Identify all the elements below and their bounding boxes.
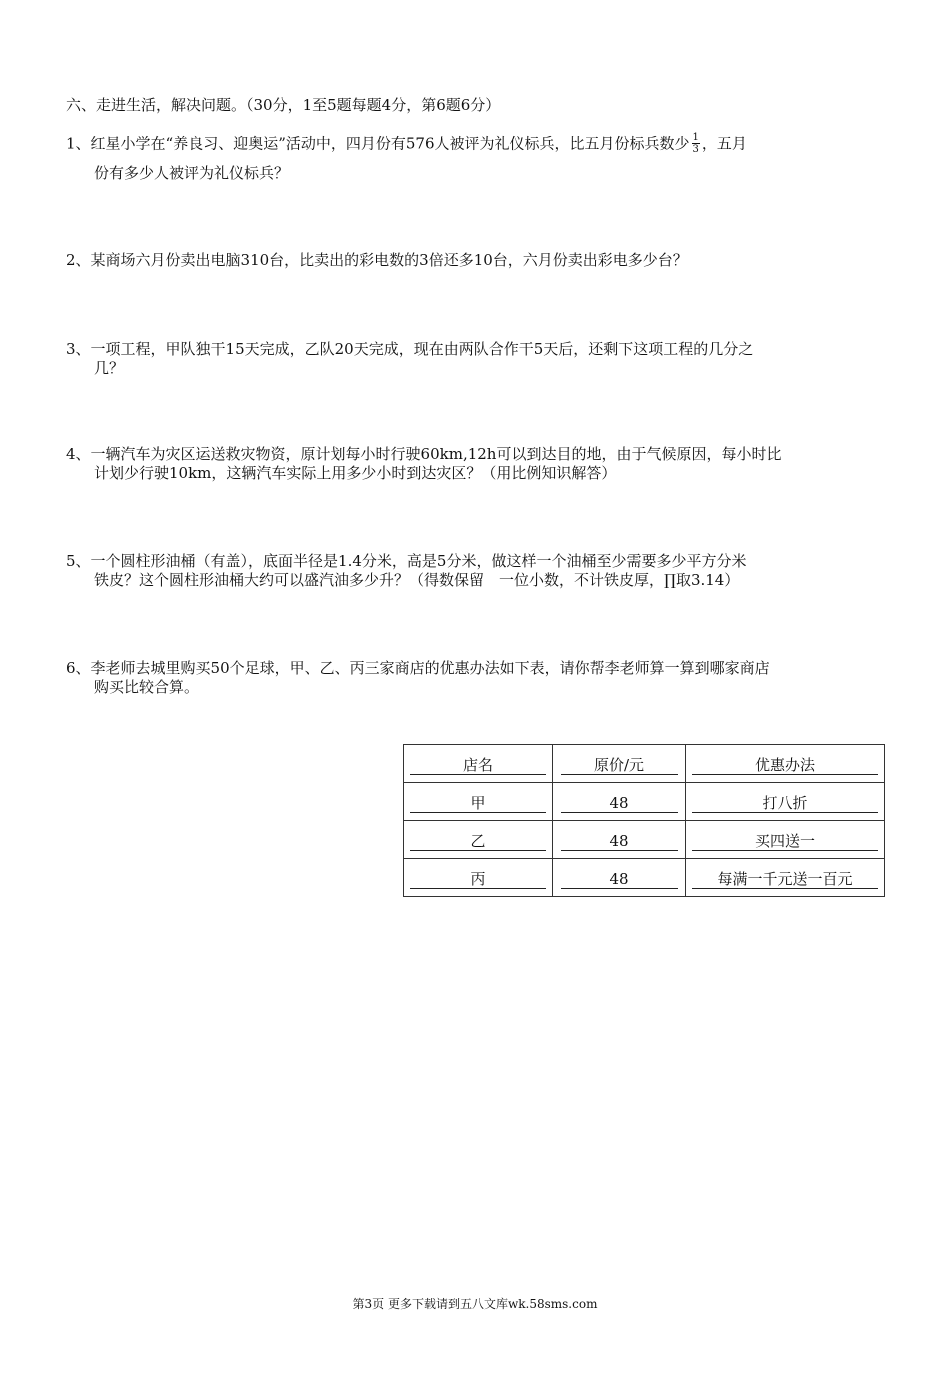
discount-text: 每满一千元送一百元 [692, 866, 878, 889]
discount-cell [686, 859, 885, 897]
question-2-line-1: 2、某商场六月份卖出电脑310台，比卖出的彩电数的3倍还多10台，六月份卖出彩电多少台？ [66, 251, 688, 269]
question-5-line-1: 5、一个圆柱形油桶（有盖），底面半径是1.4分米，高是5分米，做这样一个油桶至少需要多少平方分米 [66, 552, 747, 570]
header-store-name: 店名 [410, 752, 546, 775]
fraction-denominator: 3 [692, 144, 699, 155]
header-discount-method: 优惠办法 [692, 752, 878, 775]
discount-cell [686, 783, 885, 821]
section-heading: 六、走进生活，解决问题。（30分，1至5题每题4分，第6题6分） [66, 96, 501, 114]
header-original-price: 原价/元 [561, 752, 678, 775]
store-name: 丙 [410, 866, 546, 889]
store-name: 乙 [410, 828, 546, 851]
price-cell [553, 821, 686, 859]
price-cell [553, 783, 686, 821]
table-header-row [404, 745, 885, 783]
store-name: 甲 [410, 790, 546, 813]
fraction-numerator: 1 [692, 132, 699, 143]
question-1-line-2: 份有多少人被评为礼仪标兵？ [94, 164, 290, 182]
question-3-line-2: 几？ [94, 359, 125, 377]
question-1-line-1 [66, 133, 747, 156]
price-value: 48 [561, 866, 678, 889]
store-cell [404, 783, 553, 821]
question-4-line-2: 计划少行驶10km，这辆汽车实际上用多少小时到达灾区？（用比例知识解答） [94, 464, 617, 482]
price-value: 48 [561, 790, 678, 813]
table-row [404, 859, 885, 897]
header-cell-store [404, 745, 553, 783]
table-row [404, 821, 885, 859]
fraction-one-third [692, 132, 700, 155]
question-4-line-1: 4、一辆汽车为灾区运送救灾物资，原计划每小时行驶60km,12h可以到达目的地，由于气候原因，每小时比 [66, 445, 782, 463]
discount-cell [686, 821, 885, 859]
question-6-line-1: 6、李老师去城里购买50个足球，甲、乙、丙三家商店的优惠办法如下表，请你帮李老师算一算到哪家商店 [66, 659, 770, 677]
question-1-text-before: 1、红星小学在“养良习、迎奥运”活动中，四月份有576人被评为礼仪标兵，比五月份标兵数少 [66, 134, 690, 153]
price-value: 48 [561, 828, 678, 851]
question-5-line-2: 铁皮？这个圆柱形油桶大约可以盛汽油多少升？（得数保留 一位小数，不计铁皮厚，∏取3.14） [94, 571, 740, 589]
question-3-line-1: 3、一项工程，甲队独干15天完成，乙队20天完成，现在由两队合作干5天后，还剩下这项工程的几分之 [66, 340, 754, 358]
store-cell [404, 859, 553, 897]
price-cell [553, 859, 686, 897]
table-row [404, 783, 885, 821]
header-cell-price [553, 745, 686, 783]
header-cell-discount [686, 745, 885, 783]
question-1-text-after: ，五月 [701, 134, 747, 153]
discount-text: 打八折 [692, 790, 878, 813]
discount-table [403, 744, 885, 897]
discount-text: 买四送一 [692, 828, 878, 851]
store-cell [404, 821, 553, 859]
question-6-line-2: 购买比较合算。 [94, 678, 200, 696]
page-footer: 第3页 更多下载请到五八文库wk.58sms.com [352, 1297, 598, 1311]
